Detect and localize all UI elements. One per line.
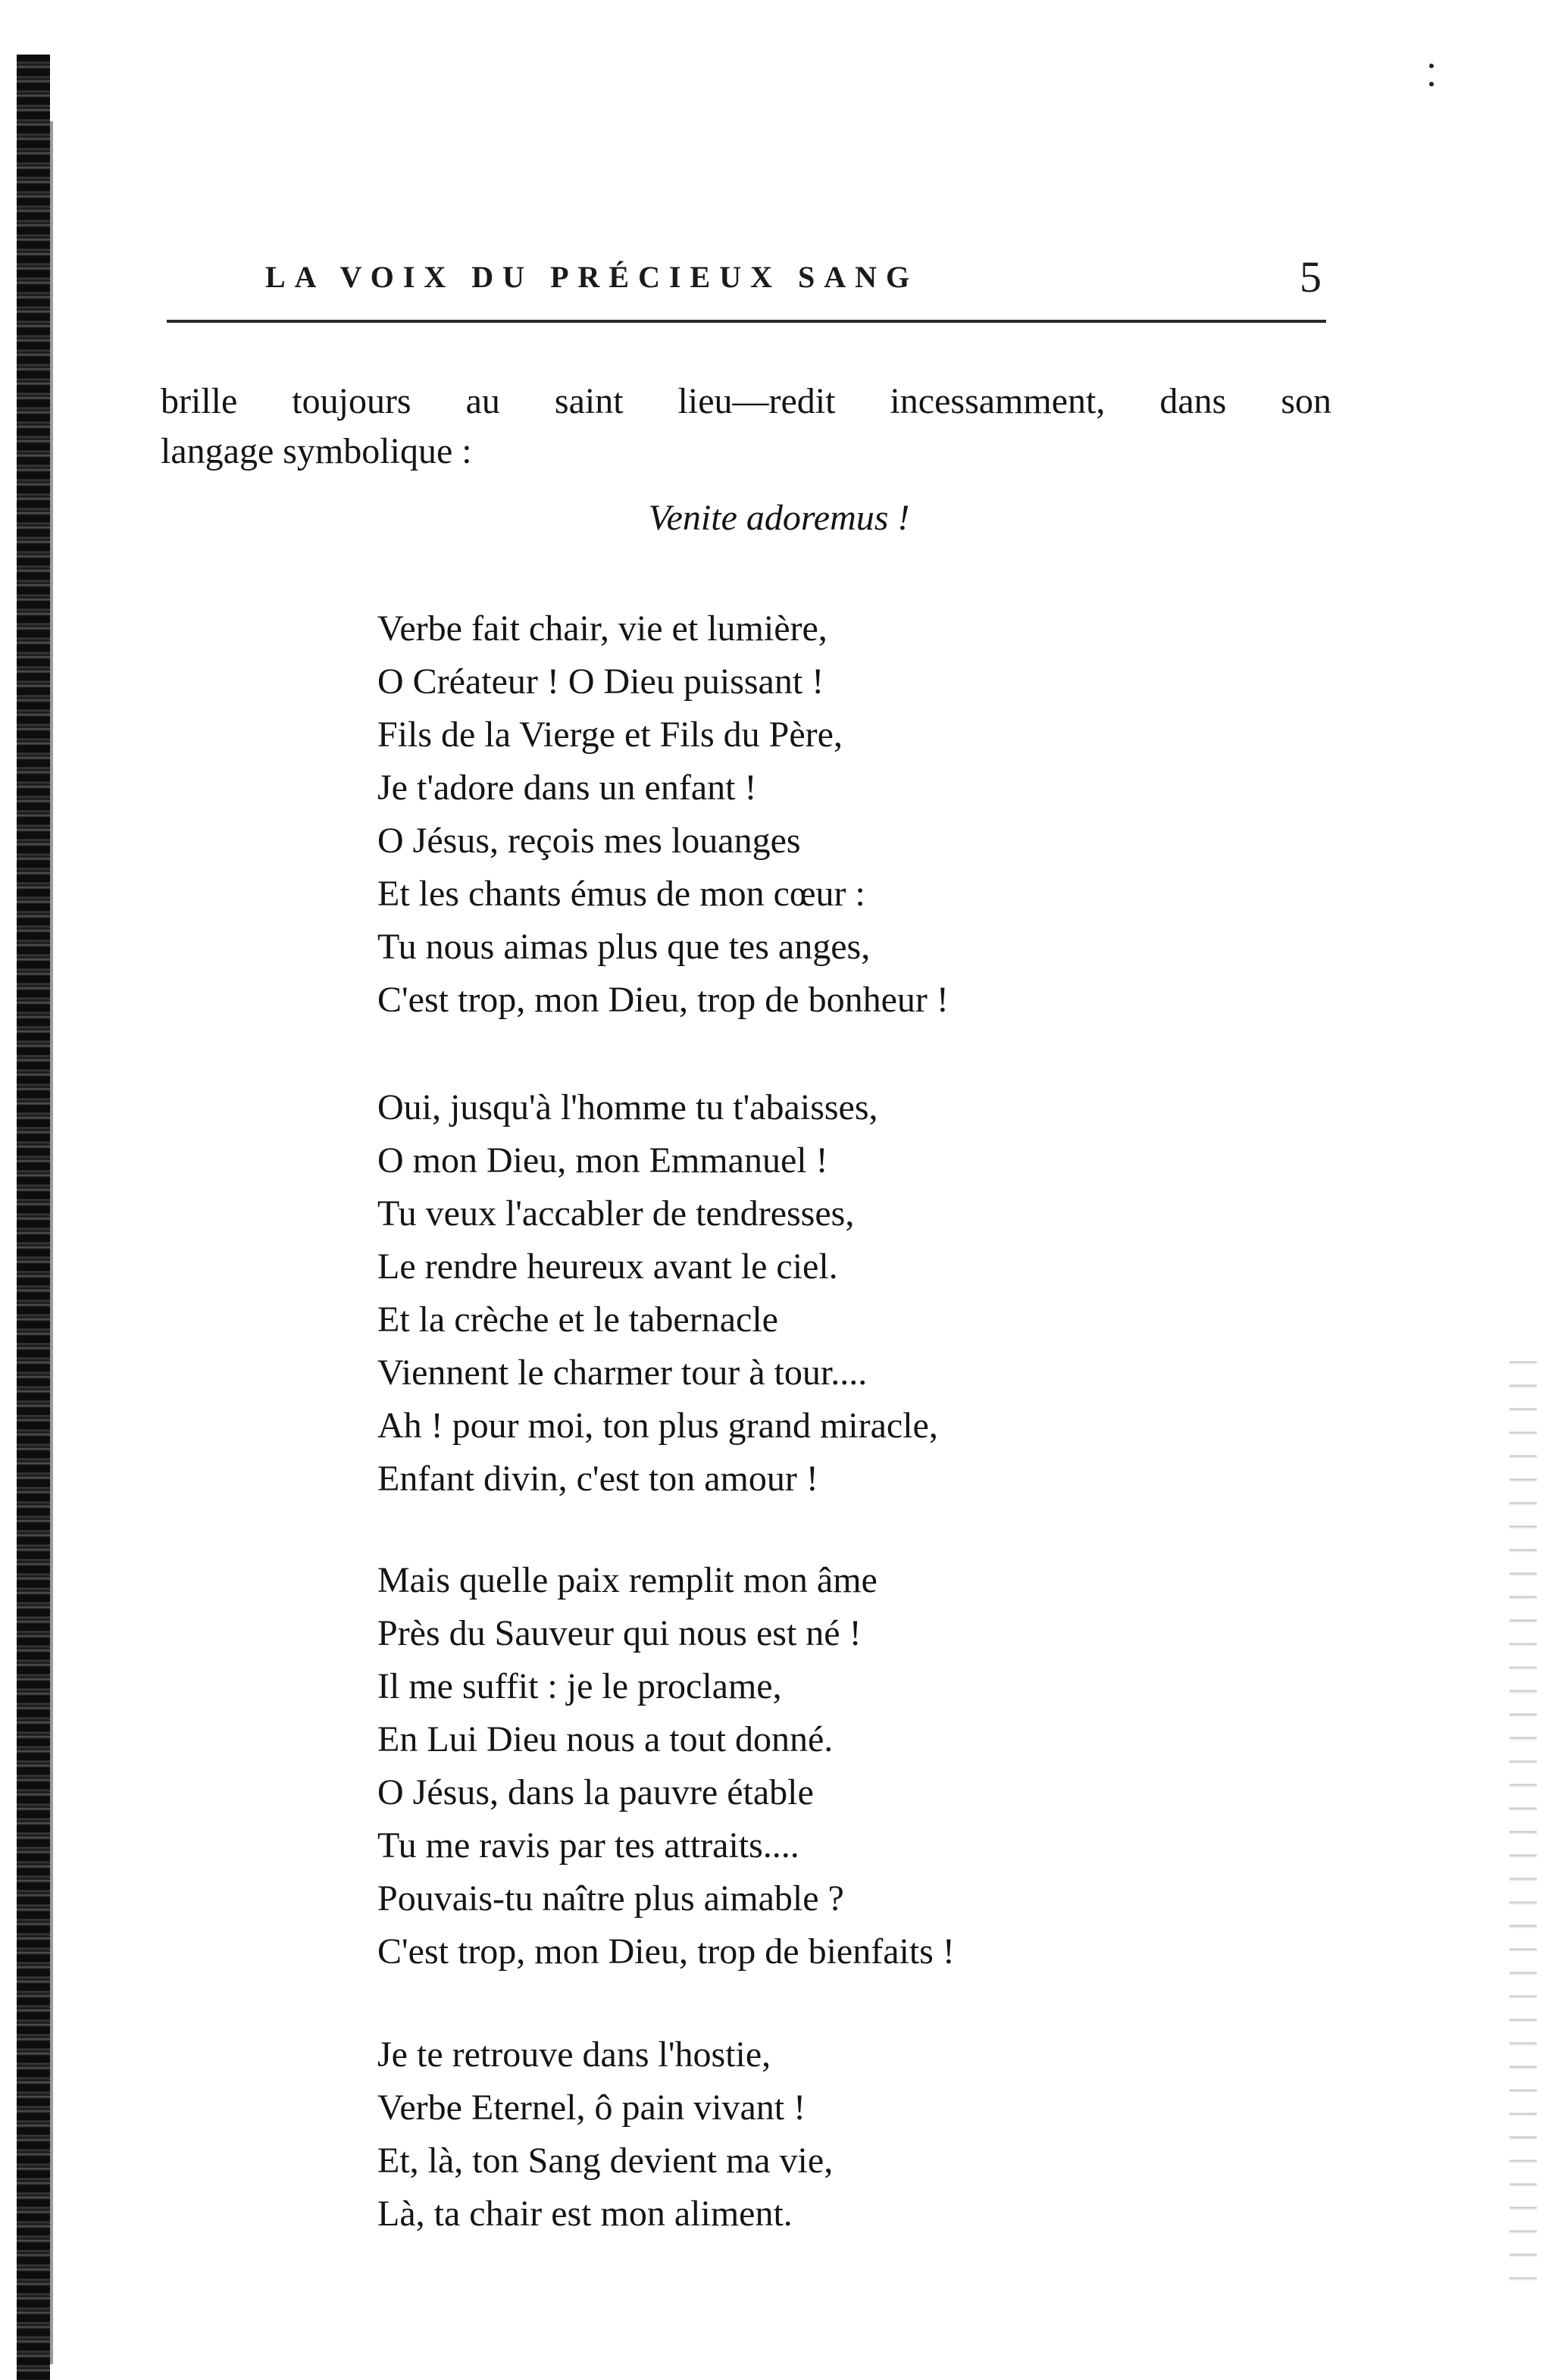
verse-line: C'est trop, mon Dieu, trop de bienfaits ! (377, 1931, 955, 1972)
verse-line: Oui, jusqu'à l'homme tu t'abaisses, (377, 1087, 878, 1127)
verse-line: Près du Sauveur qui nous est né ! (377, 1613, 862, 1653)
stanza-3 (377, 1554, 1287, 1978)
verse-line: O Jésus, reçois mes louanges (377, 821, 801, 861)
verse-line: Le rendre heureux avant le ciel. (377, 1246, 838, 1287)
scan-edge-noise (1510, 1341, 1537, 2296)
stanza-2 (377, 1081, 1287, 1506)
verse-line: Il me suffit : je le proclame, (377, 1666, 782, 1706)
verse-line: Tu veux l'accabler de tendresses, (377, 1193, 855, 1234)
verse-line: Viennent le charmer tour à tour.... (377, 1353, 868, 1393)
prose-line: brille toujours au saint lieu—redit incessamment, dans son (161, 381, 1331, 421)
verse-line: En Lui Dieu nous a tout donné. (377, 1719, 834, 1759)
binding-shadow (17, 55, 50, 2380)
verse-line: Et les chants émus de mon cœur : (377, 874, 865, 914)
verse-line: Je t'adore dans un enfant ! (377, 768, 757, 808)
verse-line: Et, là, ton Sang devient ma vie, (377, 2141, 834, 2181)
verse-line: Je te retrouve dans l'hostie, (377, 2034, 771, 2075)
verse-line: Verbe Eternel, ô pain vivant ! (377, 2088, 806, 2128)
verse-line: Tu nous aimas plus que tes anges, (377, 927, 871, 967)
stanza-4 (377, 2028, 1287, 2241)
verse-line: C'est trop, mon Dieu, trop de bonheur ! (377, 980, 949, 1020)
prose-paragraph (161, 377, 1331, 477)
latin-phrase: Venite adoremus ! (648, 498, 910, 538)
verse-line: Tu me ravis par tes attraits.... (377, 1825, 799, 1866)
verse-line: Fils de la Vierge et Fils du Père, (377, 715, 843, 755)
verse-line: Verbe fait chair, vie et lumière, (377, 608, 827, 649)
verse-line: Et la crèche et le tabernacle (377, 1299, 778, 1340)
verse-line: Pouvais-tu naître plus aimable ? (377, 1878, 844, 1919)
header-rule (167, 320, 1326, 323)
verse-line: O mon Dieu, mon Emmanuel ! (377, 1140, 828, 1181)
verse-line: Ah ! pour moi, ton plus grand miracle, (377, 1406, 938, 1446)
verse-line: O Créateur ! O Dieu puissant ! (377, 661, 824, 702)
running-title: LA VOIX DU PRÉCIEUX SANG (265, 260, 919, 294)
binding-edge (50, 121, 53, 2364)
verse-line: Là, ta chair est mon aliment. (377, 2194, 793, 2234)
prose-line: langage symbolique : (161, 431, 472, 471)
verse-line: Enfant divin, c'est ton amour ! (377, 1459, 818, 1499)
scan-speck (1429, 64, 1434, 68)
verse-line: Mais quelle paix remplit mon âme (377, 1560, 878, 1600)
page-number: 5 (1300, 252, 1322, 302)
verse-line: O Jésus, dans la pauvre étable (377, 1772, 814, 1812)
running-header (167, 247, 1326, 314)
stanza-1 (377, 602, 1287, 1027)
scan-speck (1429, 82, 1434, 86)
